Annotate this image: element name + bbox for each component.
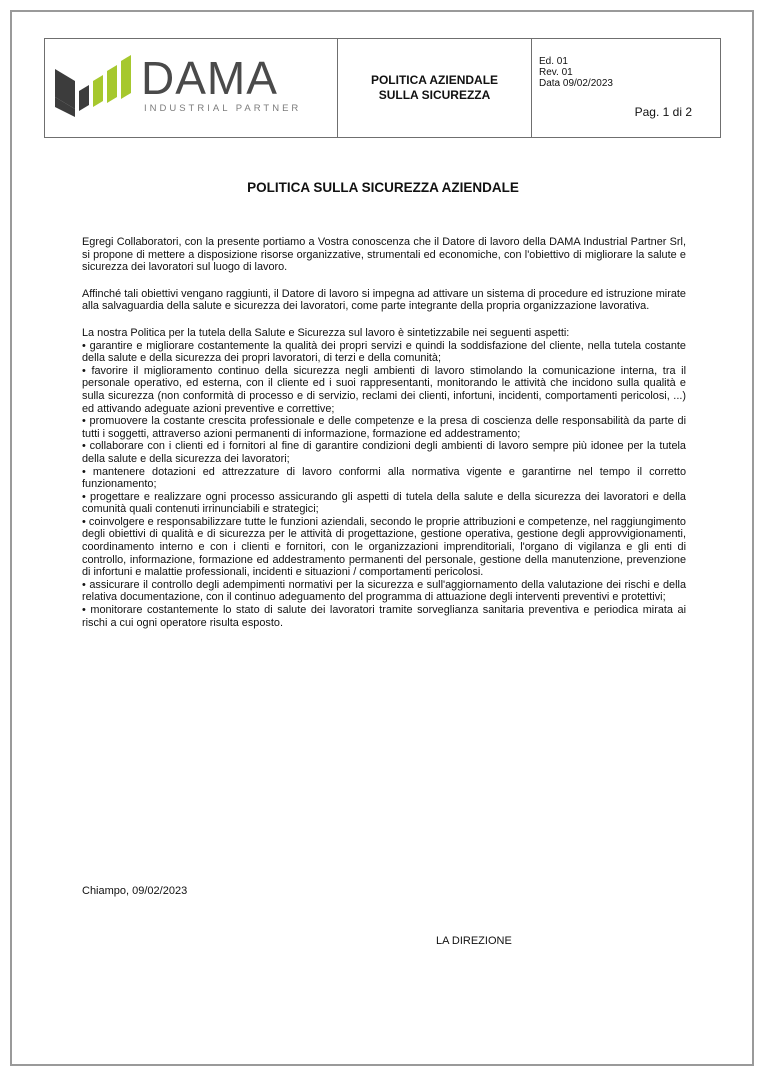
policy-bullet: • assicurare il controllo degli adempimenti normativi per la sicurezza e sull'aggiornamento della valutazione dei rischi e della relativa documentazione, con il continuo adeguamento del programma di attuazione degli interventi preventivi e protettivi; <box>82 578 686 604</box>
logo-tagline: INDUSTRIAL PARTNER <box>144 103 302 114</box>
signature: LA DIREZIONE <box>436 935 512 947</box>
policy-bullet: • mantenere dotazioni ed attrezzature di lavoro conformi alla normativa vigente e garantirne nel tempo il corretto funzionamento; <box>82 465 686 491</box>
revision-label: Rev. 01 <box>539 67 573 78</box>
intro-paragraph-1: Egregi Collaboratori, con la presente portiamo a Vostra conoscenza che il Datore di lavoro della DAMA Industrial Partner Srl, si propone di mettere a disposizione risorse organizzative, strumentali ed economiche, con l'obiettivo di migliorare la salute e sicurezza dei lavoratori sul luogo di lavoro. <box>82 236 686 274</box>
intro-paragraph-2: Affinché tali obiettivi vengano raggiunti, il Datore di lavoro si impegna ad attivare un sistema di procedure ed istruzione mirate alla salvaguardia della salute e sicurezza dei lavoratori, come parte integrante della propria organizzazione lavorativa. <box>82 287 686 313</box>
logo-cell <box>45 39 338 137</box>
policy-bullet: • collaborare con i clienti ed i fornitori al fine di garantire condizioni degli ambienti di lavoro sempre più idonee per la tutela della salute e della sicurezza dei lavoratori; <box>82 440 686 465</box>
document-header <box>44 38 721 138</box>
policy-bullet: • garantire e migliorare costantemente la qualità dei propri servizi e quindi la soddisfazione del cliente, nella tutela costante della salute e della sicurezza dei propri lavoratori, di terzi e della comunità; <box>82 339 686 365</box>
policy-bullet: • coinvolgere e responsabilizzare tutte le funzioni aziendali, secondo le proprie attribuzioni e competenze, nel raggiungimento degli obiettivi di qualità e di sicurezza per le attività di progettazione, gestione operativa, gestione degli approvvigionamenti, coordinamento interno e con i clienti e fornitori, con le organizzazioni imprenditoriali, l'organo di vigilanza e gli enti di controllo, informazione, formazione ed addestramento permanenti del personale, gestione della manutenzione, prevenzione di infortuni e malattie professionali, incidenti e situazioni / comportamenti pericolosi. <box>82 515 686 579</box>
policy-bullet: • promuovere la costante crescita professionale e delle competenze e la presa di coscienza delle responsabilità da parte di tutti i soggetti, attraverso azioni permanenti di informazione, formazione ed addestramento; <box>82 415 686 440</box>
document-body <box>82 236 686 629</box>
intro-paragraph-3: La nostra Politica per la tutela della Salute e Sicurezza sul lavoro è sintetizzabile nei seguenti aspetti: <box>82 326 570 339</box>
header-meta-cell <box>532 39 720 137</box>
date-label: Data 09/02/2023 <box>539 78 613 89</box>
edition-label: Ed. 01 <box>539 56 568 67</box>
place-date: Chiampo, 09/02/2023 <box>82 885 188 897</box>
header-title-line-2: SULLA SICUREZZA <box>378 88 491 102</box>
logo-wordmark: DAMA <box>141 52 278 104</box>
policy-bullet: • progettare e realizzare ogni processo assicurando gli aspetti di tutela della salute e della sicurezza dei lavoratori e della comunità quali contenuti irrinunciabili e strategici; <box>82 490 686 516</box>
document-title: POLITICA SULLA SICUREZZA AZIENDALE <box>247 180 519 195</box>
policy-bullet: • monitorare costantemente lo stato di salute dei lavoratori tramite sorveglianza sanitaria preventiva e periodica mirata ai rischi a cui ogni operatore risulta esposto. <box>82 604 686 629</box>
policy-bullet: • favorire il miglioramento continuo della sicurezza negli ambienti di lavoro stimolando la comunicazione interna, tra il personale operativo, ed esterna, con il cliente ed i suoi rappresentanti, monitorando le attività che incidono sulla qualità e sulla sicurezza (non conformità di processo e di servizio, reclami dei clienti, infortuni, incidenti, comportamenti pericolosi, ...) ed attivando adeguate azioni preventive e correttive; <box>82 364 686 415</box>
header-title-line-1: POLITICA AZIENDALE <box>370 73 499 87</box>
page-number: Pag. 1 di 2 <box>634 105 692 119</box>
dama-logo-icon <box>53 51 135 121</box>
header-title-cell <box>338 39 532 137</box>
